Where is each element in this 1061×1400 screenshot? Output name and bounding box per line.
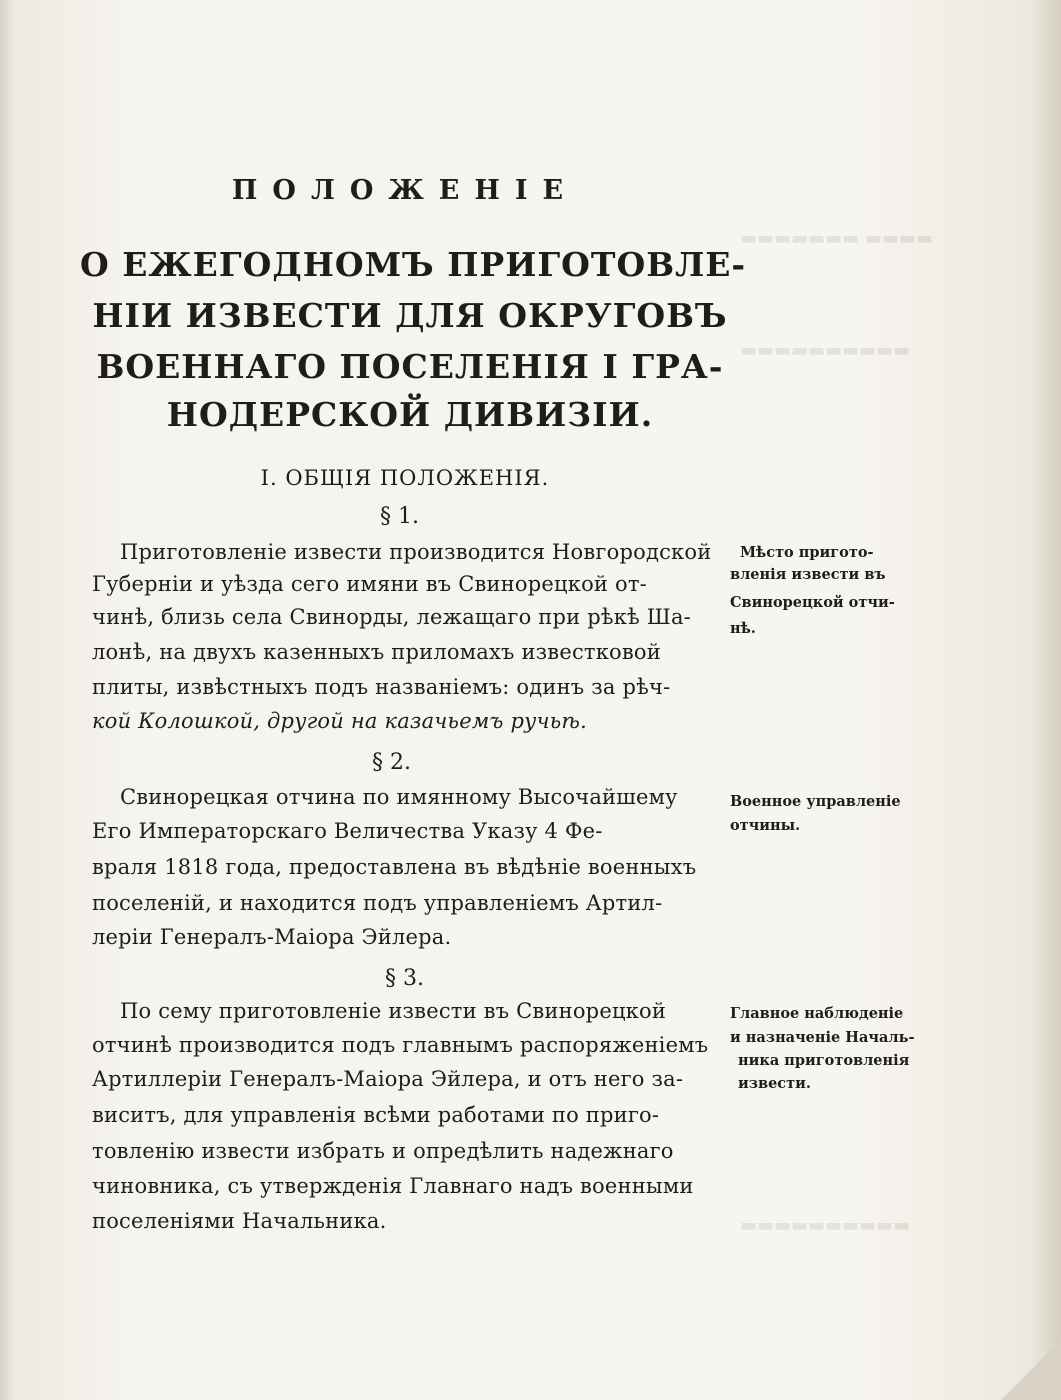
margin-note-line: Главное наблюденіе xyxy=(730,1005,904,1022)
title-line: НІИ ИЗВЕСТИ ДЛЯ ОКРУГОВЪ xyxy=(92,296,728,335)
paragraph-line: Его Императорскаго Величества Указу 4 Фе- xyxy=(92,819,603,843)
paragraph-line: лонѣ, на двухъ казенныхъ приломахъ известковой xyxy=(92,640,661,664)
paragraph-line: кой Колошкой, другой на казачьемъ ручьѣ. xyxy=(92,709,588,733)
paragraph-line: враля 1818 года, предоставлена въ вѣдѣніе военныхъ xyxy=(92,855,697,879)
section-mark: § 3. xyxy=(385,966,424,991)
paragraph-line: Губерніи и уѣзда сего имяни въ Свинорецкой от- xyxy=(92,572,647,596)
chapter-heading: I. ОБЩІЯ ПОЛОЖЕНІЯ. xyxy=(260,466,550,490)
bleed-through-text: ▬▬▬▬▬▬▬▬▬▬ xyxy=(740,340,911,361)
paragraph-line: леріи Генералъ-Маіора Эйлера. xyxy=(92,925,452,949)
margin-note-line: вленія извести въ xyxy=(730,566,886,583)
paragraph-line: чиновника, съ утвержденія Главнаго надъ военными xyxy=(92,1174,694,1198)
paragraph-line: По сему приготовленіе извести въ Свинорецкой xyxy=(120,999,667,1023)
paragraph-line: виситъ, для управленія всѣми работами по приго- xyxy=(92,1103,660,1127)
margin-note-line: нѣ. xyxy=(730,620,756,637)
margin-note-line: ника приготовленія xyxy=(738,1052,910,1069)
title-line: О ЕЖЕГОДНОМЪ ПРИГОТОВЛЕ- xyxy=(80,245,747,284)
margin-note-line: Мѣсто пригото- xyxy=(740,544,874,561)
paragraph-line: Свинорецкая отчина по имянному Высочайшему xyxy=(120,785,678,809)
paragraph-line: Приготовленіе извести производится Новгородской xyxy=(120,540,712,564)
margin-note-line: Военное управленіе xyxy=(730,793,901,810)
page-right-shadow xyxy=(1031,0,1061,1400)
margin-note-line: отчины. xyxy=(730,817,801,834)
paragraph-line: чинѣ, близь села Свинорды, лежащаго при рѣкѣ Ша- xyxy=(92,605,691,629)
paragraph-line: поселеній, и находится подъ управленіемъ Артил- xyxy=(92,891,663,915)
page-left-shadow xyxy=(0,0,14,1400)
paragraph-line: плиты, извѣстныхъ подъ названіемъ: одинъ за рѣч- xyxy=(92,675,671,699)
bleed-through-text: ▬▬▬▬▬▬▬ ▬▬▬▬ xyxy=(740,228,933,249)
page-corner-curl xyxy=(1001,1340,1061,1400)
page-header: ПОЛОЖЕНІЕ xyxy=(231,175,579,206)
title-line: НОДЕРСКОЙ ДИВИЗІИ. xyxy=(166,395,654,434)
margin-note-line: Свинорецкой отчи- xyxy=(730,594,895,611)
bleed-through-text: ▬▬▬▬▬▬▬▬▬▬ xyxy=(740,1215,911,1236)
section-mark: § 1. xyxy=(380,504,419,529)
paragraph-line: поселеніями Начальника. xyxy=(92,1209,387,1233)
margin-note-line: и назначеніе Началь- xyxy=(730,1029,915,1046)
margin-note-line: извести. xyxy=(738,1075,811,1092)
paragraph-line: товленію извести избрать и опредѣлить надежнаго xyxy=(92,1139,674,1163)
paragraph-line: отчинѣ производится подъ главнымъ распоряженіемъ xyxy=(92,1033,709,1057)
paragraph-line: Артиллеріи Генералъ-Маіора Эйлера, и отъ него за- xyxy=(92,1067,684,1091)
section-mark: § 2. xyxy=(372,750,411,775)
title-line: ВОЕННАГО ПОСЕЛЕНІЯ І ГРА- xyxy=(96,347,724,386)
